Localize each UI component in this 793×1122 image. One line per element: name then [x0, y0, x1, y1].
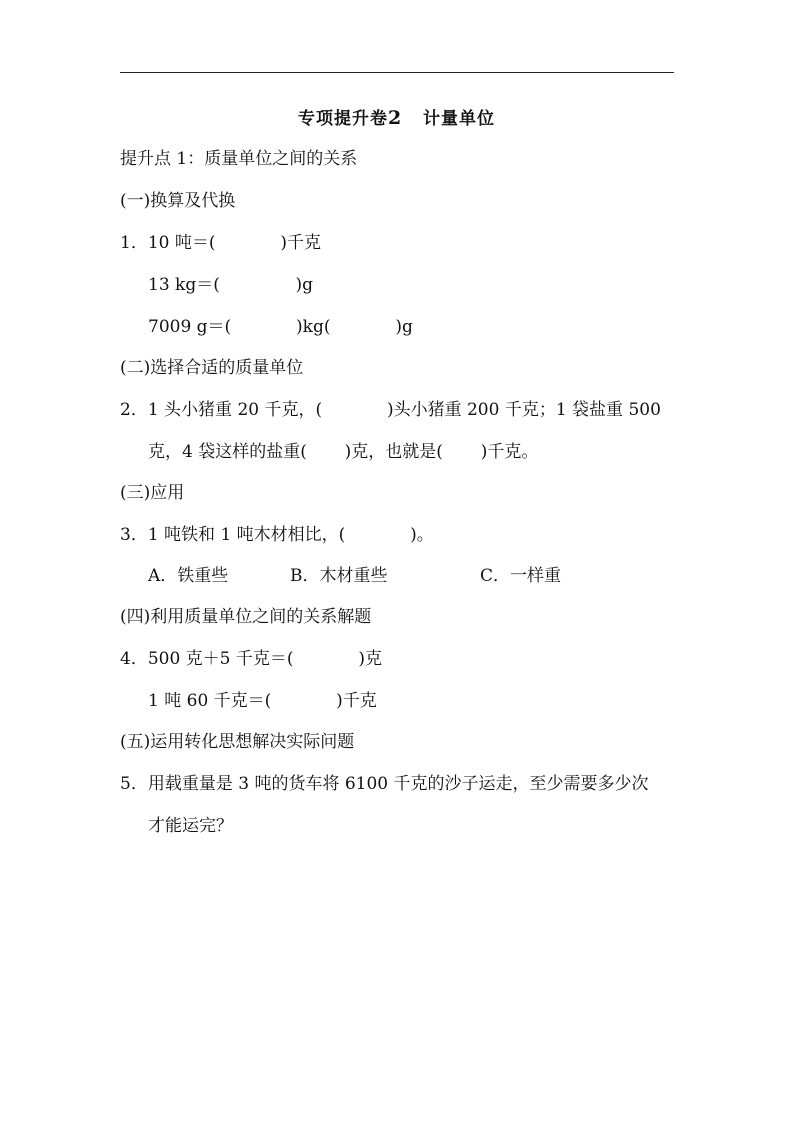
header-rule — [120, 72, 674, 73]
question-3-option-b: B．木材重些 — [290, 566, 388, 586]
question-3-stem: 3．1 吨铁和 1 吨木材相比，( )。 — [120, 525, 434, 545]
question-1-c: 7009 g＝( )kg( )g — [148, 317, 413, 337]
question-1-a: 1．10 吨＝( )千克 — [120, 233, 321, 253]
section-heading-1: (一)换算及代换 — [120, 191, 236, 211]
question-2-line-1: 2．1 头小猪重 20 千克，( )头小猪重 200 千克；1 袋盐重 500 — [120, 400, 661, 420]
question-5-line-1: 5．用载重量是 3 吨的货车将 6100 千克的沙子运走，至少需要多少次 — [120, 774, 649, 794]
question-3-option-a: A．铁重些 — [148, 566, 229, 586]
title-main: 专项提升卷 — [298, 109, 388, 129]
page-title — [0, 104, 793, 129]
question-4-b: 1 吨 60 千克＝( )千克 — [148, 691, 377, 711]
title-number: 2 — [388, 107, 403, 129]
question-2-line-2: 克，4 袋这样的盐重( )克，也就是( )千克。 — [148, 442, 539, 462]
point-heading: 提升点 1：质量单位之间的关系 — [120, 149, 358, 169]
title-topic: 计量单位 — [423, 109, 495, 129]
section-heading-4: (四)利用质量单位之间的关系解题 — [120, 607, 372, 627]
question-5-line-2: 才能运完？ — [148, 816, 233, 836]
section-heading-5: (五)运用转化思想解决实际问题 — [120, 732, 355, 752]
question-3-option-c: C．一样重 — [480, 566, 562, 586]
section-heading-2: (二)选择合适的质量单位 — [120, 358, 304, 378]
question-4-a: 4．500 克＋5 千克＝( )克 — [120, 649, 382, 669]
question-1-b: 13 kg＝( )g — [148, 275, 314, 295]
section-heading-3: (三)应用 — [120, 483, 185, 503]
